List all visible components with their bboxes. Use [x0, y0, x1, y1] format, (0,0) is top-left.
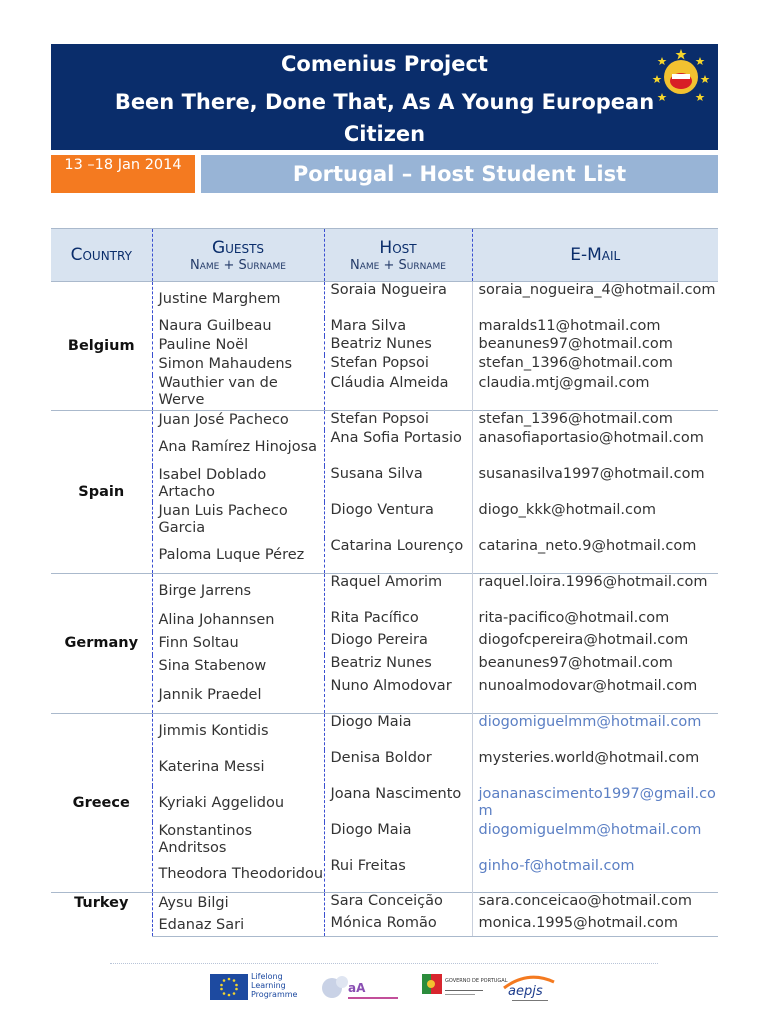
country-cell: Germany: [51, 574, 152, 714]
host-name: Beatriz Nunes: [324, 336, 472, 355]
table-header-row: [51, 229, 718, 282]
table-row: [51, 915, 718, 937]
guest-name: Edanaz Sari: [152, 915, 324, 937]
host-name: Susana Silva: [324, 466, 472, 502]
host-name: Raquel Amorim: [324, 574, 472, 610]
table-row: [51, 893, 718, 915]
guest-name: Aysu Bilgi: [152, 893, 324, 915]
host-name: Rui Freitas: [324, 858, 472, 893]
host-student-table: [51, 228, 718, 937]
guest-name: Simon Mahaudens: [152, 355, 324, 375]
table-row: [51, 822, 718, 858]
table-row: [51, 858, 718, 893]
table-row: [51, 430, 718, 466]
host-name: Cláudia Almeida: [324, 375, 472, 411]
email: stefan_1396@hotmail.com: [478, 354, 673, 371]
host-name: Diogo Maia: [324, 822, 472, 858]
table-row: [51, 375, 718, 411]
aepjs-logo-icon: [498, 968, 560, 1008]
guest-name: Konstantinos Andritsos: [152, 822, 324, 858]
host-name: Ana Sofia Portasio: [324, 430, 472, 466]
email: monica.1995@hotmail.com: [472, 915, 718, 937]
host-name: Stefan Popsoi: [324, 355, 472, 375]
email-link[interactable]: joananascimento1997@gmail.com: [478, 785, 716, 819]
host-name: Diogo Maia: [324, 714, 472, 750]
table-row: [51, 714, 718, 750]
table-row: [51, 655, 718, 678]
guest-name: Katerina Messi: [152, 750, 324, 786]
email-link[interactable]: ginho-f@hotmail.com: [478, 857, 635, 874]
banner: [51, 44, 718, 150]
guest-name: Naura Guilbeau: [152, 318, 324, 336]
country-cell: Belgium: [51, 282, 152, 411]
guest-name: Justine Marghem: [152, 282, 324, 318]
country-cell: Turkey: [51, 893, 152, 937]
email: stefan_1396@hotmail.com: [472, 411, 718, 430]
header-country: Country: [51, 229, 152, 282]
footer-divider: [110, 963, 658, 964]
table-row: [51, 336, 718, 355]
table-row: [51, 411, 718, 430]
table-row: [51, 355, 718, 375]
host-name: Mónica Romão: [324, 915, 472, 937]
agencia-nacional-logo-icon: [318, 970, 402, 1004]
eu-flag-icon: [210, 974, 248, 1000]
guest-name: Sina Stabenow: [152, 655, 324, 678]
guest-name: Alina Johannsen: [152, 610, 324, 632]
email: diogo_kkk@hotmail.com: [478, 501, 657, 518]
guest-name: Ana Ramírez Hinojosa: [152, 430, 324, 466]
email: raquel.loira.1996@hotmail.com: [472, 574, 718, 610]
project-subtitle: Been There, Done That, As A Young European Citizen: [114, 90, 655, 146]
guest-name: Juan José Pacheco: [152, 411, 324, 430]
email: beanunes97@hotmail.com: [478, 335, 673, 352]
table-row: [51, 610, 718, 632]
header-guests: Guests Name + Surname: [152, 229, 324, 282]
table-row: [51, 632, 718, 655]
guest-name: Paloma Luque Pérez: [152, 538, 324, 574]
host-name: Mara Silva: [324, 318, 472, 336]
host-name: Soraia Nogueira: [324, 282, 472, 318]
guest-name: Juan Luis Pacheco Garcia: [152, 502, 324, 538]
host-name: Diogo Pereira: [324, 632, 472, 655]
table-row: [51, 750, 718, 786]
country-cell: Greece: [51, 714, 152, 893]
host-name: Nuno Almodovar: [324, 678, 472, 714]
email: maralds11@hotmail.com: [478, 317, 661, 334]
table-row: [51, 574, 718, 610]
host-name: Denisa Boldor: [324, 750, 472, 786]
table-row: [51, 466, 718, 502]
table-row: [51, 538, 718, 574]
guest-name: Isabel Doblado Artacho: [152, 466, 324, 502]
email: claudia.mtj@gmail.com: [478, 374, 650, 391]
guest-name: Pauline Noël: [152, 336, 324, 355]
country-cell: Spain: [51, 411, 152, 574]
email: soraia_nogueira_4@hotmail.com: [472, 282, 718, 318]
email: nunoalmodovar@hotmail.com: [478, 677, 698, 694]
email-link[interactable]: diogomiguelmm@hotmail.com: [478, 821, 702, 838]
guest-name: Finn Soltau: [152, 632, 324, 655]
host-name: Beatriz Nunes: [324, 655, 472, 678]
email: diogofcpereira@hotmail.com: [478, 631, 689, 648]
email: anasofiaportasio@hotmail.com: [478, 429, 704, 446]
host-name: Joana Nascimento: [324, 786, 472, 822]
guest-name: Jimmis Kontidis: [152, 714, 324, 750]
email: beanunes97@hotmail.com: [478, 654, 673, 671]
host-name: Sara Conceição: [324, 893, 472, 915]
list-title: Portugal – Host Student List: [201, 155, 718, 193]
host-name: Stefan Popsoi: [324, 411, 472, 430]
host-name: Rita Pacífico: [324, 610, 472, 632]
guest-name: Kyriaki Aggelidou: [152, 786, 324, 822]
governo-portugal-logo-icon: [420, 970, 508, 1004]
email: mysteries.world@hotmail.com: [478, 749, 700, 766]
guest-name: Wauthier van de Werve: [152, 375, 324, 411]
project-title: Comenius Project: [281, 52, 488, 76]
email-link[interactable]: diogomiguelmm@hotmail.com: [472, 714, 718, 750]
guest-name: Theodora Theodoridou: [152, 858, 324, 893]
table-row: [51, 318, 718, 336]
table-row: [51, 678, 718, 714]
host-name: Diogo Ventura: [324, 502, 472, 538]
table-row: [51, 502, 718, 538]
guest-name: Jannik Praedel: [152, 678, 324, 714]
gov-logo-text: GOVERNO DE PORTUGAL: [445, 978, 508, 984]
table-row: [51, 282, 718, 318]
email: susanasilva1997@hotmail.com: [478, 465, 705, 482]
table-row: [51, 786, 718, 822]
email: catarina_neto.9@hotmail.com: [478, 537, 697, 554]
header-host: Host Name + Surname: [324, 229, 472, 282]
email: rita-pacifico@hotmail.com: [478, 609, 670, 626]
email: sara.conceicao@hotmail.com: [472, 893, 718, 915]
event-dates: 13 –18 Jan 2014: [51, 155, 195, 193]
aepjs-logo-text: aepjs: [508, 984, 543, 999]
llp-logo-text: Lifelong Learning Programme: [251, 972, 298, 999]
header-email: E-Mail: [472, 229, 718, 282]
guest-name: Birge Jarrens: [152, 574, 324, 610]
host-name: Catarina Lourenço: [324, 538, 472, 574]
comenius-logo-icon: [652, 48, 710, 106]
agency-logo-text: aA: [348, 981, 366, 995]
